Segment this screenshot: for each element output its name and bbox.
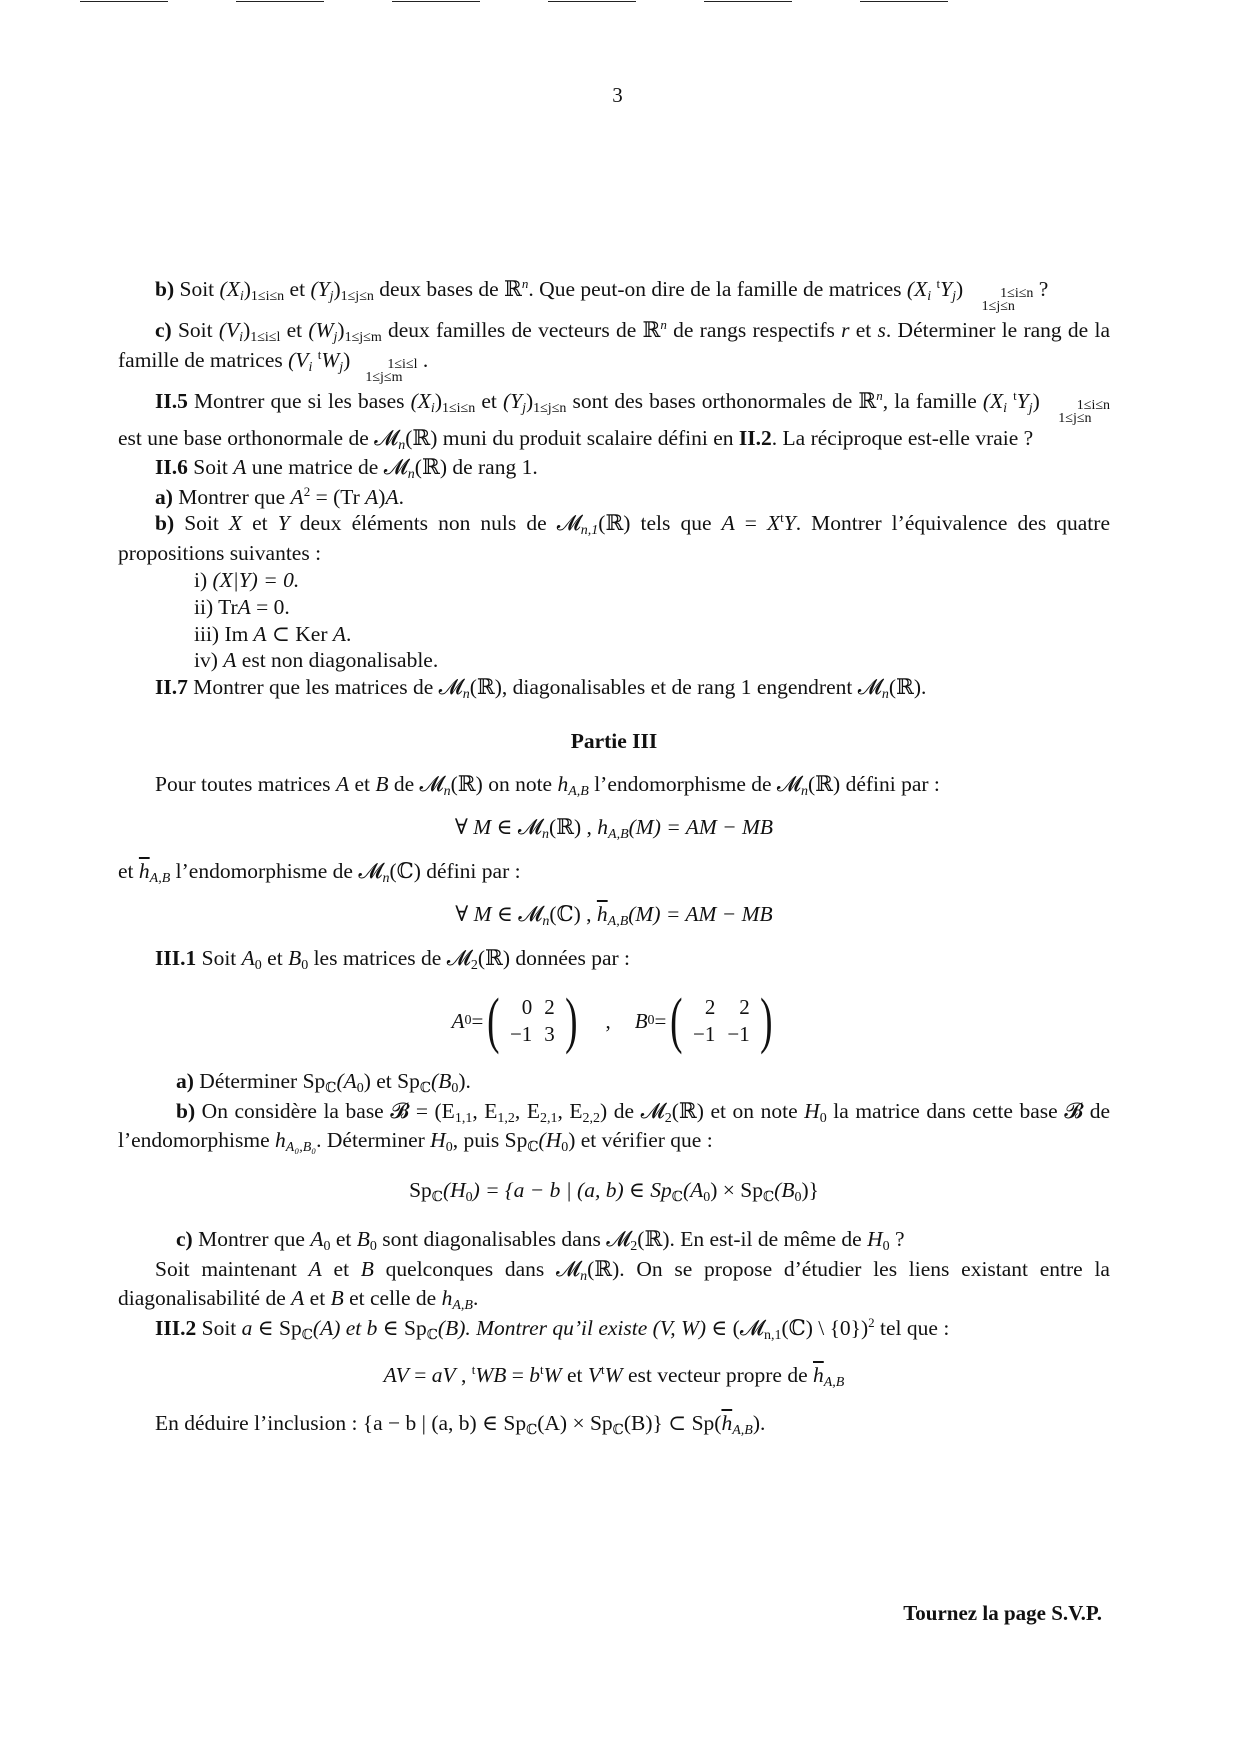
- equation-eigenvector: AV = aV , $^tWB = b^tW$ et $V^tW$ est vecteur propre de $\overline{h}_{A,B}$: [383, 1362, 845, 1391]
- partie-intro: Pour toutes matrices A et B de 𝓜$_n$(ℝ) on note $h_{A,B}$ l’endomorphisme de 𝓜$_n$(ℝ) défini par :: [155, 771, 940, 799]
- matrix-B0: B 0 = ( 2 2 −1 −1 ): [634, 987, 773, 1056]
- top-rule: [860, 1, 948, 2]
- document-body: [118, 276, 1110, 1439]
- question-III1: III.1 Soit $A_0$ et $B_0$ les matrices de 𝓜$_2$(ℝ) données par :: [155, 945, 631, 973]
- matrix-A0-entries: 0 2 −1 3: [509, 995, 555, 1047]
- matrix-B0-entries: 2 2 −1 −1: [693, 995, 750, 1047]
- paragraph-deduction: En déduire l’inclusion : {a − b | (a, b) ∈ $Sp_ℂ(A) \times Sp_ℂ(B)$} ⊂ $Sp(\overline{h}_{A,B})$.: [155, 1410, 766, 1438]
- equation-hbar: ∀ M ∈ 𝓜$_n$(ℂ) , $\overline{h}_{A,B}(M)$ = AM − MB: [455, 902, 773, 930]
- question-II7: II.7 Montrer que les matrices de 𝓜$_n$(ℝ), diagonalisables et de rang 1 engendrent 𝓜$_n$(ℝ).: [155, 675, 927, 703]
- matrices-A0-B0: [118, 987, 1110, 1056]
- question-II6b: b) Soit X et Y deux éléments non nuls de 𝓜$_{n,1}$(ℝ) tels que $A = X^tY$. Montrer l’équivalence des quatre propositions suivantes :: [118, 510, 1110, 565]
- question-II6: II.6 Soit A une matrice de 𝓜$_n$(ℝ) de rang 1.: [155, 455, 538, 482]
- definition-hbar: et $\overline{h}_{A,B}$ l’endomorphisme de 𝓜$_n$(ℂ) défini par :: [118, 858, 521, 886]
- matrix-A0: A 0 = ( 0 2 −1 3 ): [451, 987, 578, 1056]
- proposition-iii: iii) Im A ⊂ Ker A.: [194, 621, 352, 646]
- question-III1b: b) On considère la base 𝓑 = ($E_{1,1}$, $E_{1,2}$, $E_{2,1}$, $E_{2,2}$) de 𝓜$_2$(ℝ) et on note $H_0$ la matrice dans cette base 𝓑 de l’endomorphisme $h_{A_0,B_0}$. Déterminer $H_0$, puis $Sp_ℂ(H_0)$ et vérifier que :: [118, 1098, 1111, 1156]
- equation-h: ∀ M ∈ 𝓜$_n$(ℝ) , $h_{A,B}(M)$ = AM − MB: [454, 815, 774, 843]
- question-III1a: a) Déterminer $Sp_ℂ(A_0)$ et $Sp_ℂ(B_0)$.: [176, 1069, 471, 1097]
- top-rule: [80, 1, 168, 2]
- question-II6a: a) Montrer que $A^2 = (Tr$ A)A.: [155, 483, 404, 509]
- paragraph-soit-maintenant: Soit maintenant A et B quelconques dans 𝓜$_n$(ℝ). On se propose d’étudier les liens existant entre la diagonalisabilité de A et B et celle de $h_{A,B}$.: [118, 1256, 1110, 1314]
- question-II4c: c) Soit $(V_i)_{1\le i\le l}$ et $(W_j)_{1\le j\le m}$ deux familles de vecteurs de ℝ$^n$ de rangs respectifs r et s. Déterminer le rang de la famille de matrices ($V_i$ $^tW_j$) 1≤i≤l 1≤j≤m .: [118, 317, 1110, 385]
- question-III2: III.2 Soit a ∈ $Sp_ℂ(A)$ et b ∈ $Sp_ℂ(B)$. Montrer qu’il existe (V, W) ∈ (𝓜$_{n,1}$(ℂ) \ {0})$^2$ tel que :: [155, 1314, 950, 1343]
- proposition-ii: ii) TrA = 0.: [194, 594, 290, 619]
- top-rule: [548, 1, 636, 2]
- proposition-i: i) (X|Y) = 0.: [194, 567, 300, 592]
- top-rule: [704, 1, 792, 2]
- section-heading: Partie III: [570, 728, 658, 753]
- question-II4b: b) Soit $(X_i)_{1\le i\le n}$ et $(Y_j)_{1\le j\le n}$ deux bases de ℝ$^n$. Que peut-on dire de la famille de matrices ($X_i$ $^tY_j$) 1≤i≤n 1≤j≤n ?: [155, 276, 1049, 314]
- question-III1c: c) Montrer que $A_0$ et $B_0$ sont diagonalisables dans 𝓜$_2$(ℝ). En est-il de même de $H_0$ ?: [176, 1227, 905, 1255]
- turn-page-note: Tournez la page S.V.P.: [903, 1601, 1102, 1625]
- top-rules: [0, 0, 1235, 4]
- equation-spectrum-H0: $Sp_ℂ(H_0) = \{a - b$ | (a, b) ∈ $Sp_ℂ(A_0) \times Sp_ℂ(B_0)$}: [409, 1177, 819, 1205]
- page-number: 3: [612, 83, 623, 107]
- matrix-separator: ,: [605, 1009, 611, 1033]
- top-rule: [236, 1, 324, 2]
- proposition-iv: iv) A est non diagonalisable.: [194, 648, 439, 673]
- question-II5: II.5 Montrer que si les bases $(X_i)_{1\le i\le n}$ et $(Y_j)_{1\le j\le n}$ sont des bases orthonormales de ℝ$^n$, la famille ($X_i$ $^tY_j$) 1≤i≤n 1≤j≤n est une base orthonormale de 𝓜$_n$(ℝ) muni du produit scalaire défini en II.2. La réciproque est-elle vraie ?: [118, 387, 1111, 453]
- top-rule: [392, 1, 480, 2]
